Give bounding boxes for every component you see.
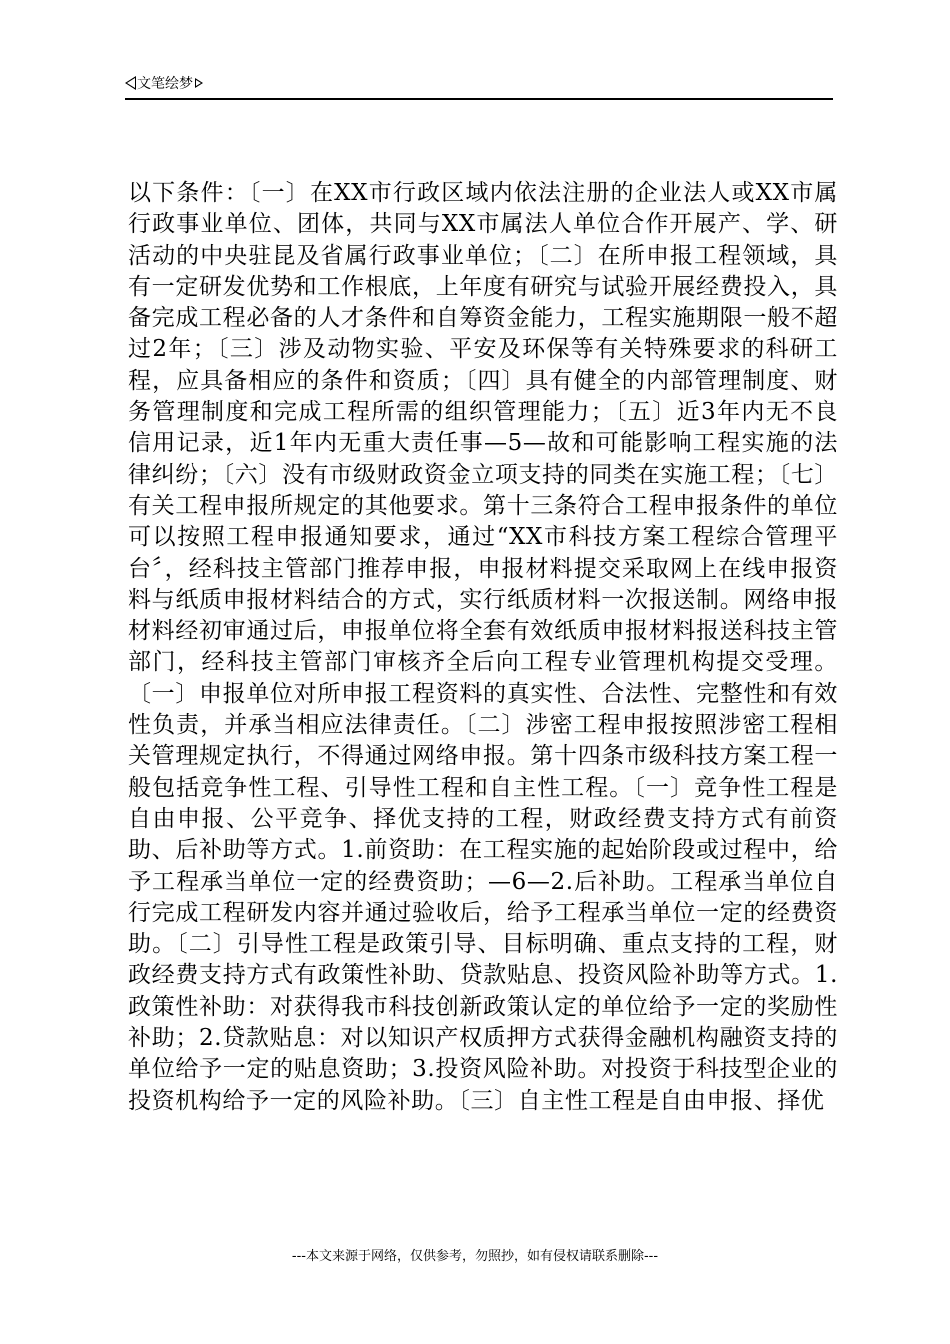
document-body-text: 以下条件：〔一〕在XX市行政区域内依法注册的企业法人或XX市属行政事业单位、团体，共同与XX市属法人单位合作开展产、学、研活动的中央驻昆及省属行政事业单位；〔二〕在所申报工程领域，具有一定研发优势和工作根底，上年度有研究与试验开展经费投入，具备完成工程必备的人才条件和自筹资金能力，工程实施期限一般不超过2年；〔三〕涉及动物实验、平安及环保等有关特殊要求的科研工程，应具备相应的条件和资质；〔四〕具有健全的内部管理制度、财务管理制度和完成工程所需的组织管理能力；〔五〕近3年内无不良信用记录，近1年内无重大责任事—5—故和可能影响工程实施的法律纠纷；〔六〕没有市级财政资金立项支持的同类在实施工程；〔七〕有关工程申报所规定的其他要求。第十三条符合工程申报条件的单位可以按照工程申报通知要求，通过“XX市科技方案工程综合管理平台〞，经科技主管部门推荐申报，申报材料提交采取网上在线申报资料与纸质申报材料结合的方式，实行纸质材料一次报送制。网络申报材料经初审通过后，申报单位将全套有效纸质申报材料报送科技主管部门，经科技主管部门审核齐全后向工程专业管理机构提交受理。〔一〕申报单位对所申报工程资料的真实性、合法性、完整性和有效性负责，并承当相应法律责任。〔二〕涉密工程申报按照涉密工程相关管理规定执行，不得通过网络申报。第十四条市级科技方案工程一般包括竞争性工程、引导性工程和自主性工程。〔一〕竞争性工程是自由申报、公平竞争、择优支持的工程，财政经费支持方式有前资助、后补助等方式。1.前资助：在工程实施的起始阶段或过程中，给予工程承当单位一定的经费资助；—6—2.后补助。工程承当单位自行完成工程研发内容并通过验收后，给予工程承当单位一定的经费资助。〔二〕引导性工程是政策引导、目标明确、重点支持的工程，财政经费支持方式有政策性补助、贷款贴息、投资风险补助等方式。1.政策性补助：对获得我市科技创新政策认定的单位给予一定的奖励性补助；2.贷款贴息：对以知识产权质押方式获得金融机构融资支持的单位给予一定的贴息资助；3.投资风险补助。对投资于科技型企业的投资机构给予一定的风险补助。〔三〕自主性工程是自由申报、择优	[128, 180, 838, 1114]
left-triangle-icon	[125, 76, 136, 90]
header-label	[125, 74, 203, 93]
header-title: 文笔绘梦	[137, 76, 193, 92]
right-triangle-icon	[195, 78, 203, 88]
page-header	[125, 70, 833, 100]
page-footer: ---本文来源于网络，仅供参考，勿照抄，如有侵权请联系删除---	[291, 1249, 659, 1264]
